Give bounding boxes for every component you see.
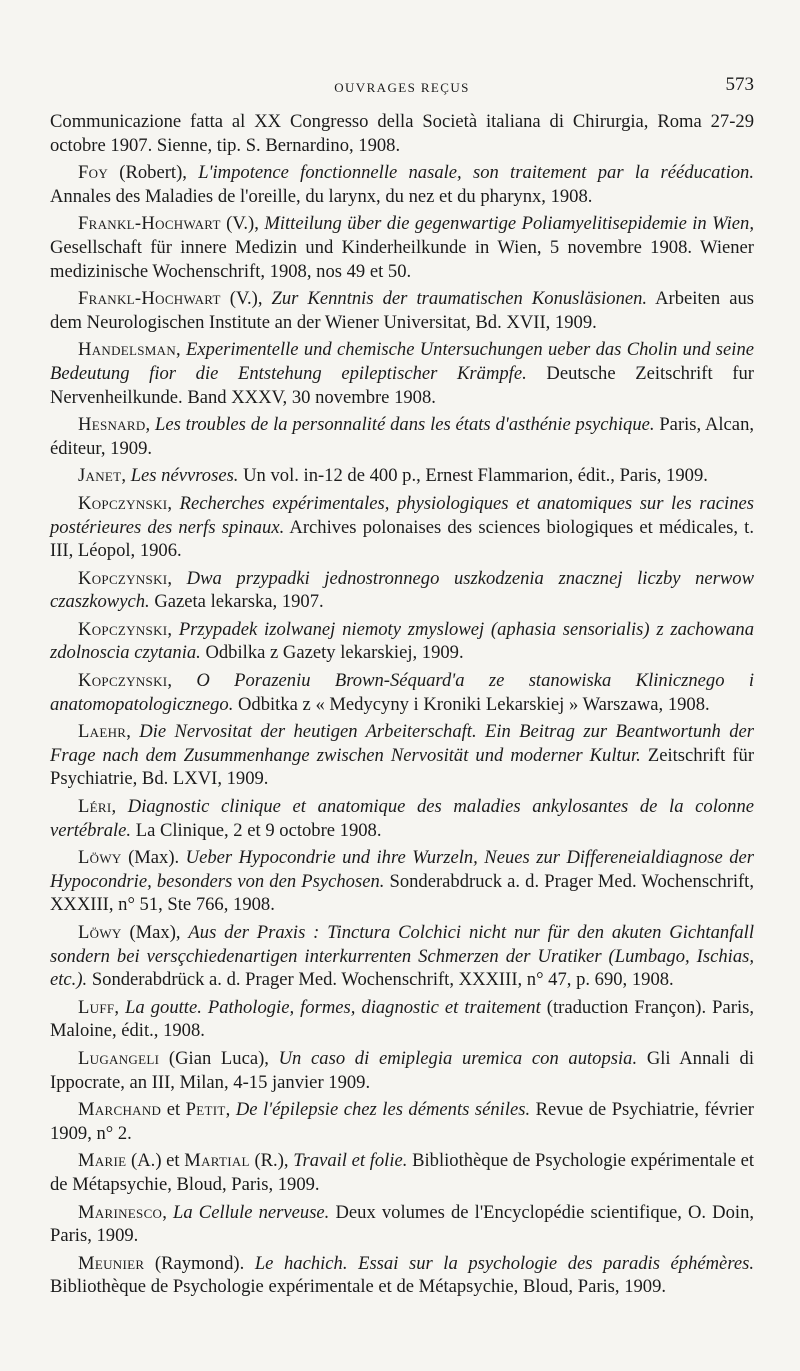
reference-details: Gesellschaft für innere Medizin und Kinderheilkunde in Wien, 5 novembre 1908. Wiener medizinische Wochenschrift, 1908, nos 49 et 50. <box>50 236 754 282</box>
reference-title: L'impotence fonctionnelle nasale, son traitement par la rééducation. <box>198 162 754 184</box>
page <box>50 74 754 1303</box>
reference-author: Hesnard <box>78 414 146 436</box>
reference-separator: (Gian Luca), <box>159 1047 279 1069</box>
reference-entry <box>50 1047 754 1094</box>
reference-entry <box>50 338 754 409</box>
reference-author: Löwy <box>78 922 122 943</box>
reference-details: Deutsche Zeitschrift fur Nervenheilkunde. Band XXXV, 30 novembre 1908. <box>50 362 754 408</box>
reference-title: La goutte. Pathologie, formes, diagnostic et traitement <box>125 996 541 1018</box>
reference-details: Archives polonaises des sciences biologiques et médicales, t. III, Léopol, 1906. <box>50 516 754 562</box>
reference-separator: , <box>114 996 126 1018</box>
reference-entry <box>50 1149 754 1196</box>
reference-entry <box>50 161 754 208</box>
reference-author: Marie <box>78 1150 127 1172</box>
reference-title: La Cellule nerveuse. <box>173 1201 330 1223</box>
reference-entry <box>50 413 754 460</box>
reference-details: Un vol. in-12 de 400 p., Ernest Flammarion, édit., Paris, 1909. <box>238 465 708 487</box>
reference-author: Foy <box>78 162 109 184</box>
page-header <box>50 74 754 98</box>
reference-details: Annales des Maladies de l'oreille, du larynx, du nez et du pharynx, 1908. <box>50 185 593 207</box>
reference-separator: (A.) et <box>126 1150 185 1172</box>
reference-author: Laehr <box>78 721 127 743</box>
reference-coauthor: Petit <box>185 1099 226 1121</box>
reference-list <box>50 110 754 1299</box>
reference-author: Kopczynski <box>78 492 168 514</box>
reference-details: Bibliothèque de Psychologie expérimentale et de Métapsychie, Bloud, Paris, 1909. <box>50 1150 754 1195</box>
reference-details: La Clinique, 2 et 9 octobre 1908. <box>131 819 382 841</box>
reference-details: Bibliothèque de Psychologie expérimentale et de Métapsychie, Bloud, Paris, 1909. <box>50 1276 667 1298</box>
reference-author: Handelsman <box>78 339 177 361</box>
page-number: 573 <box>725 74 754 95</box>
reference-separator: , <box>126 721 140 743</box>
reference-entry <box>50 921 754 992</box>
reference-separator: , <box>167 492 180 514</box>
reference-entry <box>50 1201 754 1248</box>
reference-details: Gazeta lekarska, 1907. <box>149 591 324 613</box>
reference-title: Ueber Hypocondrie und ihre Wurzeln, Neues zur Differeneialdiagnose der Hypocondrie, besonders von den Psychosen. <box>50 847 754 892</box>
reference-author: Janet <box>78 465 122 487</box>
reference-entry <box>50 287 754 334</box>
reference-details: Arbeiten aus dem Neurologischen Institute an der Wiener Universitat, Bd. XVII, 1909. <box>50 288 754 333</box>
reference-title: Diagnostic clinique et anatomique des maladies ankylosantes de la colonne vertébrale. <box>50 796 754 841</box>
reference-details: Paris, Alcan, éditeur, 1909. <box>50 414 755 459</box>
reference-author: Kopczynski <box>78 670 168 692</box>
reference-separator: (V.), <box>220 213 265 235</box>
reference-entry <box>50 618 754 665</box>
reference-entry <box>50 720 754 791</box>
reference-author: Frankl-Hochwart <box>78 213 221 235</box>
reference-details: Odbitka z « Medycyny i Kroniki Lekarskiej » Warszawa, 1908. <box>233 693 710 715</box>
reference-separator: , <box>145 414 156 436</box>
reference-entry <box>50 212 754 283</box>
reference-author: Kopczynski <box>78 618 168 640</box>
reference-entry <box>50 1098 754 1145</box>
reference-entry <box>50 1252 754 1299</box>
reference-separator: , <box>167 618 179 640</box>
reference-title: Un caso di emiplegia uremica con autopsia. <box>278 1047 638 1069</box>
reference-separator: (Robert), <box>108 162 199 184</box>
reference-separator: (Max), <box>121 922 189 943</box>
reference-author: Léri <box>78 796 112 818</box>
reference-separator: , <box>225 1099 236 1121</box>
reference-details: Odbilka z Gazety lekarskiej, 1909. <box>200 642 464 664</box>
reference-separator: (V.), <box>220 288 272 310</box>
reference-separator: , <box>176 339 186 361</box>
reference-title: Mitteilung über die gegenwartige Poliamyelitisepidemie in Wien, <box>264 213 754 235</box>
reference-coauthor: Martial <box>184 1150 250 1172</box>
reference-separator: , <box>121 465 131 487</box>
reference-separator: (Max). <box>121 847 186 869</box>
reference-entry <box>50 669 754 716</box>
reference-details: Communicazione fatta al XX Congresso della Società italiana di Chirurgia, Roma 27-29 octobre 1907. Sienne, tip. S. Bernardino, 1908. <box>50 111 754 156</box>
reference-details: Sonderabdrück a. d. Prager Med. Wochenschrift, XXXIII, n° 47, p. 690, 1908. <box>87 969 674 991</box>
reference-title: Les troubles de la personnalité dans les états d'asthénie psychique. <box>155 414 655 436</box>
reference-entry <box>50 567 754 614</box>
reference-separator: , <box>111 796 128 818</box>
reference-title: Travail et folie. <box>293 1150 408 1172</box>
reference-separator: , <box>162 1201 174 1223</box>
running-title: OUVRAGES REÇUS <box>334 80 470 95</box>
reference-separator: (Raymond). <box>144 1252 255 1274</box>
reference-separator: et <box>161 1099 186 1121</box>
reference-author: Marchand <box>78 1099 162 1121</box>
reference-author: Frankl-Hochwart <box>78 288 221 310</box>
reference-entry <box>50 110 754 157</box>
reference-title: Le hachich. Essai sur la psychologie des paradis éphémères. <box>254 1252 754 1274</box>
reference-author: Marinesco <box>78 1201 163 1223</box>
reference-title: Przypadek izolwanej niemoty zmyslowej (aphasia sensorialis) z zachowana zdolnoscia czytania. <box>50 618 755 664</box>
reference-details: Deux volumes de l'Encyclopédie scientifique, O. Doin, Paris, 1909. <box>50 1201 755 1247</box>
reference-title: Experimentelle und chemische Untersuchungen ueber das Cholin und seine Bedeutung fior die Entstehung epileptischer Krämpfe. <box>50 339 755 384</box>
reference-entry <box>50 846 754 917</box>
reference-title: Dwa przypadki jednostronnego uszkodzenia znacznej liczby nerwow czaszkowych. <box>50 567 755 613</box>
reference-details: Zeitschrift für Psychiatrie, Bd. LXVI, 1909. <box>50 744 755 790</box>
reference-separator: (R.), <box>249 1150 294 1172</box>
reference-entry <box>50 996 754 1043</box>
reference-entry <box>50 795 754 842</box>
reference-author: Meunier <box>78 1252 145 1274</box>
reference-author: Lugangeli <box>78 1047 160 1069</box>
reference-title: Zur Kenntnis der traumatischen Konusläsionen. <box>271 288 648 310</box>
reference-entry <box>50 492 754 563</box>
reference-entry <box>50 464 754 488</box>
reference-title: Die Nervositat der heutigen Arbeiterschaft. Ein Beitrag zur Beantwortunh der Frage nach dem Zusummenhange zwischen Nervosität und moderner Kultur. <box>50 721 754 766</box>
reference-separator: , <box>167 567 187 589</box>
reference-title: De l'épilepsie chez les déments séniles. <box>235 1099 531 1121</box>
reference-separator: , <box>167 670 197 692</box>
reference-details: Gli Annali di Ippocrate, an III, Milan, 4-15 janvier 1909. <box>50 1047 755 1093</box>
reference-details: (traduction Françon). Paris, Maloine, édit., 1908. <box>50 996 754 1042</box>
reference-author: Kopczynski <box>78 567 168 589</box>
reference-author: Luff <box>78 996 115 1018</box>
reference-author: Löwy <box>78 847 122 869</box>
reference-title: Aus der Praxis : Tinctura Colchici nicht nur für den akuten Gichtanfall sondern bei versçchiedenartigen interkurrenten Schmerzen der Uratiker (Lumbago, Ischias, etc.). <box>50 922 754 991</box>
reference-details: Revue de Psychiatrie, février 1909, n° 2. <box>50 1099 755 1144</box>
reference-title: O Porazeniu Brown-Séquard'a ze stanowiska Klinicznego i anatomopatologicznego. <box>50 670 755 715</box>
reference-details: Sonderabdruck a. d. Prager Med. Wochenschrift, XXXIII, n° 51, Ste 766, 1908. <box>50 870 754 916</box>
reference-title: Les névvroses. <box>130 465 239 487</box>
reference-title: Recherches expérimentales, physiologiques et anatomiques sur les racines postérieures des nerfs spinaux. <box>50 492 755 538</box>
